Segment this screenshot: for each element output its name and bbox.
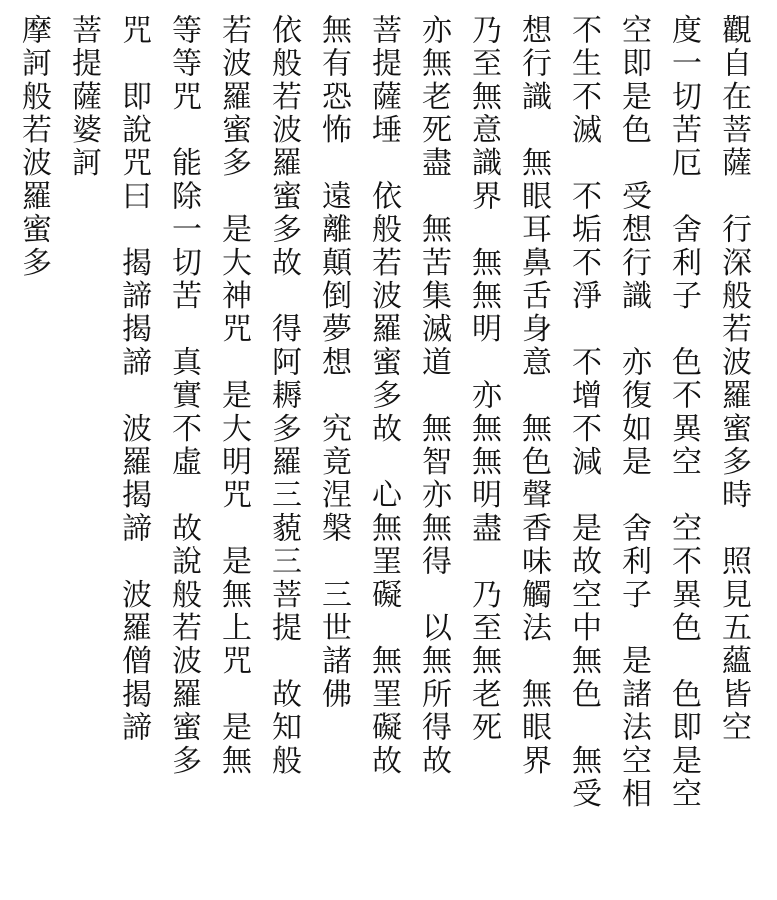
text-column-10: 依般若波羅蜜多故 得阿耨多羅三藐三菩提 故知般 bbox=[266, 14, 301, 778]
text-column-2: 度一切苦厄 舍利子 色不異空 空不異色 色即是空 bbox=[666, 14, 701, 811]
text-column-15: 摩訶般若波羅蜜多 bbox=[16, 14, 51, 280]
text-column-4: 不生不滅 不垢不淨 不增不減 是故空中無色 無受 bbox=[566, 14, 601, 811]
text-column-5: 想行識 無眼耳鼻舌身意 無色聲香味觸法 無眼界 bbox=[516, 14, 551, 778]
text-column-11: 若波羅蜜多 是大神咒 是大明咒 是無上咒 是無 bbox=[216, 14, 251, 778]
text-column-9: 無有恐怖 遠離顛倒夢想 究竟涅槃 三世諸佛 bbox=[316, 14, 351, 712]
text-column-12: 等等咒 能除一切苦 真實不虛 故說般若波羅蜜多 bbox=[166, 14, 201, 778]
text-column-3: 空即是色 受想行識 亦復如是 舍利子 是諸法空相 bbox=[616, 14, 651, 811]
text-column-14: 菩提薩婆訶 bbox=[66, 14, 101, 180]
text-column-8: 菩提薩埵 依般若波羅蜜多故 心無罣礙 無罣礙故 bbox=[366, 14, 401, 778]
text-column-6: 乃至無意識界 無無明 亦無無明盡 乃至無老死 bbox=[466, 14, 501, 745]
text-column-1: 觀自在菩薩 行深般若波羅蜜多時 照見五蘊皆空 bbox=[716, 14, 751, 745]
text-column-13: 咒 即說咒曰 揭諦揭諦 波羅揭諦 波羅僧揭諦 bbox=[116, 14, 151, 745]
text-column-7: 亦無老死盡 無苦集滅道 無智亦無得 以無所得故 bbox=[416, 14, 451, 778]
